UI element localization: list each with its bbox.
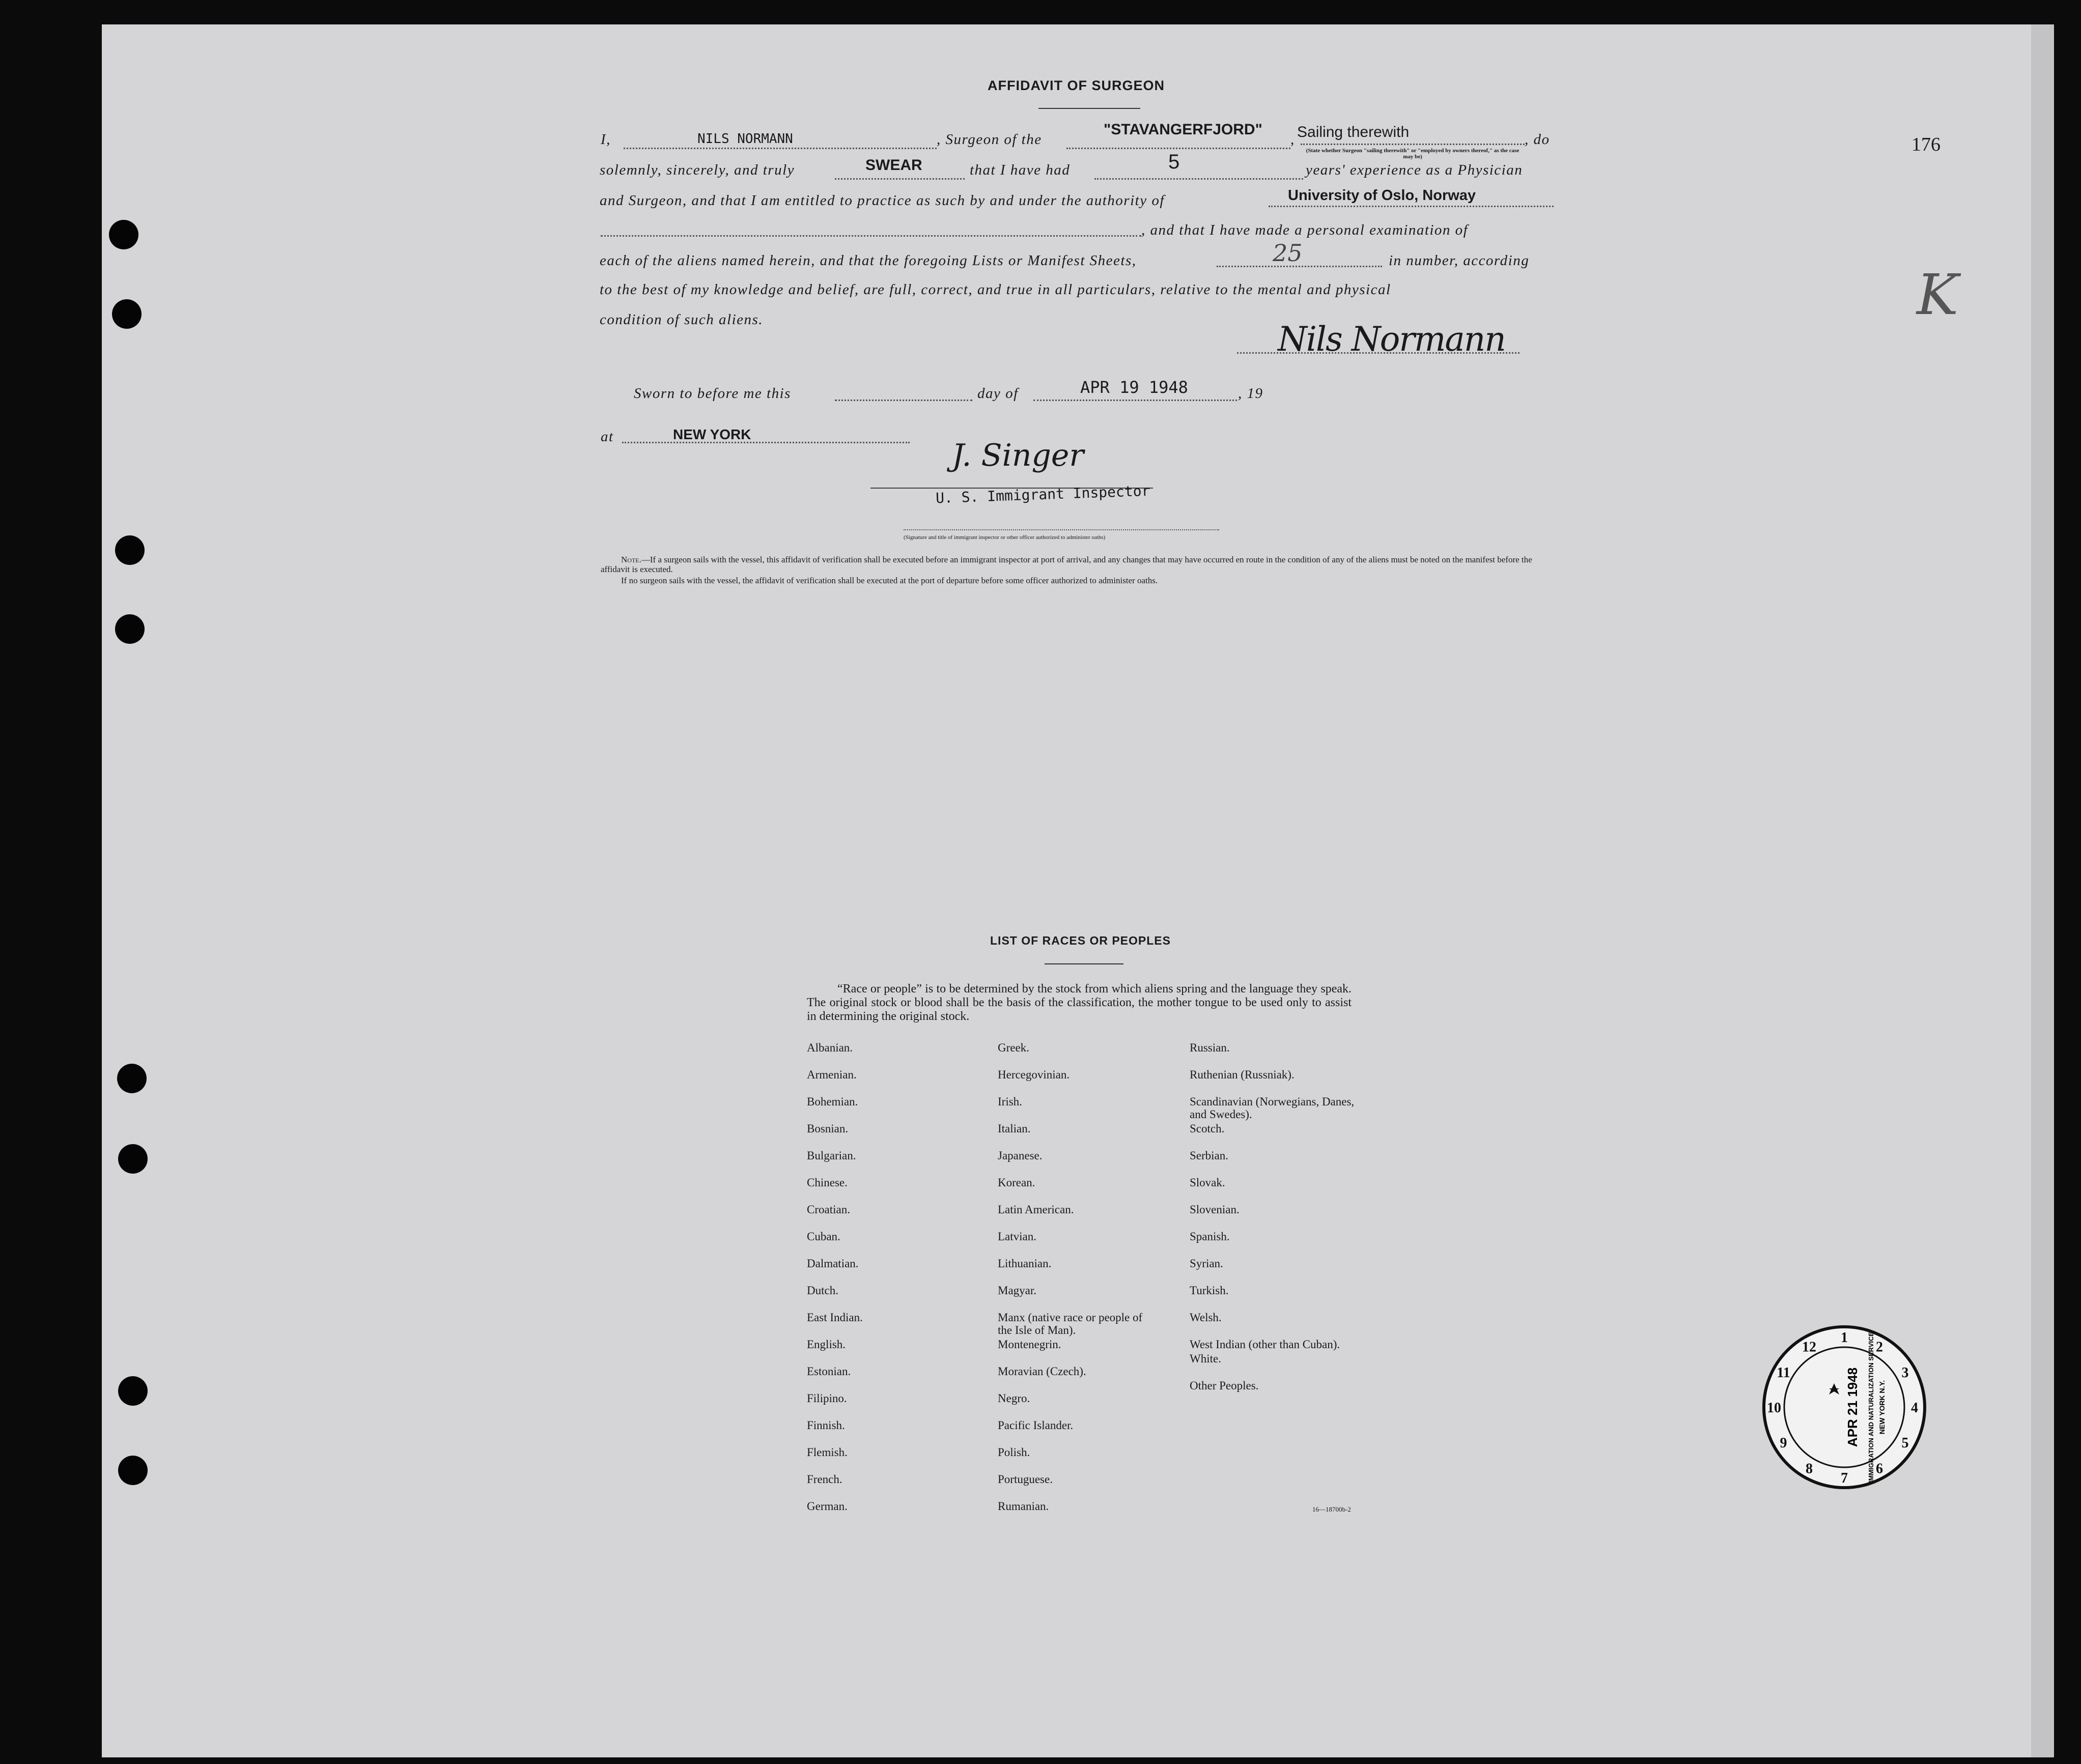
race-item: English. [807, 1338, 846, 1351]
punch-hole [118, 1144, 148, 1174]
stamp-ring-number: 1 [1841, 1330, 1848, 1346]
stamp-ring-number: 5 [1901, 1435, 1909, 1451]
note-label: Note. [621, 555, 641, 564]
sheet-count: 25 [1273, 239, 1303, 267]
inspector-signature: J. Singer [952, 438, 1084, 473]
immigration-stamp [1760, 1323, 1928, 1491]
race-item: Cuban. [807, 1230, 840, 1243]
race-item: East Indian. [807, 1311, 863, 1324]
punch-hole [117, 1064, 147, 1093]
race-item: Chinese. [807, 1176, 848, 1189]
field-line [835, 178, 965, 180]
race-item: Turkish. [1190, 1284, 1229, 1297]
text: Sworn to before me this [634, 385, 791, 402]
race-item: Slovak. [1190, 1176, 1225, 1189]
punch-hole [115, 535, 145, 565]
race-item: Korean. [998, 1176, 1035, 1189]
form-number: 16—18700b-2 [1312, 1505, 1351, 1513]
race-item: Magyar. [998, 1284, 1037, 1297]
race-item: Moravian (Czech). [998, 1365, 1086, 1378]
place-sworn: NEW YORK [673, 426, 751, 442]
punch-hole [115, 614, 145, 644]
punch-hole [109, 220, 138, 249]
race-item: Welsh. [1190, 1311, 1222, 1324]
race-item: Scotch. [1190, 1122, 1225, 1135]
races-intro: “Race or people” is to be determined by the stock from which aliens spring and the language they speak. The original stock or blood shall be the basis of the classification, the mother tongue to be used only to assist in determining the original stock. [807, 982, 1352, 1023]
race-item: Hercegovinian. [998, 1068, 1070, 1081]
race-item: Montenegrin. [998, 1338, 1061, 1351]
stamp-agency: IMMIGRATION AND NATURALIZATION SERVICE [1867, 1331, 1875, 1483]
text: each of the aliens named herein, and that the foregoing Lists or Manifest Sheets, [600, 252, 1137, 269]
field-line [1301, 144, 1525, 145]
stamp-ring-number: 3 [1901, 1365, 1909, 1381]
race-item: French. [807, 1473, 842, 1486]
stamp-ring-number: 4 [1911, 1400, 1918, 1416]
text: that I have had [970, 162, 1071, 178]
stamp-place: NEW YORK N.Y. [1878, 1380, 1886, 1435]
race-item: White. [1190, 1352, 1221, 1365]
race-item: Estonian. [807, 1365, 851, 1378]
race-item: Bohemian. [807, 1095, 858, 1108]
stamp-ring-number: 11 [1777, 1365, 1790, 1381]
page-number: 176 [1911, 134, 1941, 155]
years-experience: 5 [1168, 151, 1180, 173]
race-item: Finnish. [807, 1419, 845, 1432]
text: and Surgeon, and that I am entitled to practice as such by and under the authority of [600, 192, 1165, 209]
races-column-3 [1190, 1041, 1373, 1406]
field-line [1269, 206, 1554, 207]
text: condition of such aliens. [600, 311, 764, 328]
race-item: Flemish. [807, 1446, 848, 1459]
race-item: Dutch. [807, 1284, 838, 1297]
field-line [624, 148, 937, 149]
race-item: Portuguese. [998, 1473, 1053, 1486]
stamp-ring-number: 7 [1841, 1470, 1848, 1486]
punch-hole [118, 1456, 148, 1485]
race-item: Manx (native race or people of the Isle of Man). [998, 1311, 1143, 1336]
race-item: Croatian. [807, 1203, 850, 1216]
field-line [1094, 178, 1303, 180]
race-item: Lithuanian. [998, 1257, 1052, 1270]
race-item: German. [807, 1500, 848, 1513]
text: , 19 [1238, 385, 1263, 402]
field-line [1066, 148, 1290, 149]
vessel-name: "STAVANGERFJORD" [1104, 121, 1262, 138]
text: , do [1525, 131, 1550, 148]
text: , [1290, 131, 1295, 148]
stamp-ring-number: 12 [1802, 1339, 1816, 1355]
field-line [835, 400, 972, 401]
inspector-caption: (Signature and title of immigrant inspector or other officer authorized to administer oaths) [904, 534, 1106, 540]
race-item: Serbian. [1190, 1149, 1229, 1162]
text: in number, according [1389, 252, 1530, 269]
race-item: Bulgarian. [807, 1149, 856, 1162]
race-item: Rumanian. [998, 1500, 1049, 1513]
races-title: LIST OF RACES OR PEOPLES [990, 934, 1171, 947]
race-item: West Indian (other than Cuban). [1190, 1338, 1340, 1351]
races-column-2 [998, 1041, 1150, 1527]
stamp-ring-number: 8 [1806, 1461, 1813, 1477]
race-item: Latin American. [998, 1203, 1074, 1216]
note-text: —If a surgeon sails with the vessel, this affidavit of verification shall be executed before an immigrant inspector at port of arrival, and any changes that may have occurred en route in the condition of any of the aliens must be noted on the manifest before the affidavit is executed. [601, 555, 1532, 574]
race-item: Negro. [998, 1392, 1030, 1405]
field-line [1033, 400, 1237, 401]
note-text-2: If no surgeon sails with the vessel, the affidavit of verification shall be executed at the port of departure before some officer authorized to administer oaths. [621, 576, 1158, 585]
stamp-ring-number: 9 [1780, 1435, 1787, 1451]
race-item: Russian. [1190, 1041, 1230, 1054]
inspector-title: U. S. Immigrant Inspector [935, 482, 1150, 507]
signature-line [1237, 352, 1520, 354]
race-item: Slovenian. [1190, 1203, 1240, 1216]
sworn-date: APR 19 1948 [1080, 378, 1188, 397]
text: to the best of my knowledge and belief, are full, correct, and true in all particulars, relative to the mental and physical [600, 281, 1391, 298]
surgeon-name: NILS NORMANN [697, 131, 793, 147]
stamp-ring-number: 6 [1876, 1461, 1883, 1477]
race-item: Bosnian. [807, 1122, 849, 1135]
race-item: Scandinavian (Norwegians, Danes, and Swedes). [1190, 1095, 1355, 1121]
field-line [622, 442, 910, 443]
field-line [904, 529, 1219, 530]
text: , and that I have made a personal examination of [1141, 222, 1469, 238]
affidavit-title: AFFIDAVIT OF SURGEON [988, 78, 1165, 93]
text: at [601, 429, 614, 445]
surgeon-status: Sailing therewith [1297, 124, 1410, 140]
race-item: Other Peoples. [1190, 1379, 1259, 1392]
race-item: Syrian. [1190, 1257, 1223, 1270]
race-item: Dalmatian. [807, 1257, 859, 1270]
race-item: Albanian. [807, 1041, 853, 1054]
surgeon-signature: Nils Normann [1278, 320, 1505, 359]
note-paragraph [601, 555, 1555, 574]
race-item: Ruthenian (Russniak). [1190, 1068, 1295, 1081]
status-instruction: (State whether Surgeon "sailing therewith" or "employed by owners thereof," as the case may be) [1306, 148, 1520, 160]
oath-word: SWEAR [865, 157, 922, 174]
punch-hole [118, 1376, 148, 1406]
race-item: Pacific Islander. [998, 1419, 1074, 1432]
race-item: Spanish. [1190, 1230, 1230, 1243]
page-edge [2031, 24, 2054, 1757]
race-item: Irish. [998, 1095, 1022, 1108]
stamp-ring-number: 2 [1876, 1339, 1883, 1355]
title-rule [1038, 108, 1140, 109]
stamp-ring-number: 10 [1767, 1400, 1781, 1416]
title-rule [1045, 963, 1123, 964]
punch-hole [112, 299, 142, 329]
text: day of [977, 385, 1019, 402]
text: years' experience as a Physician [1306, 162, 1523, 178]
margin-mark: K [1917, 262, 1959, 327]
race-item: Armenian. [807, 1068, 857, 1081]
race-item: Greek. [998, 1041, 1029, 1054]
text: solemnly, sincerely, and truly [600, 162, 795, 178]
text: , Surgeon of the [937, 131, 1042, 148]
race-item: Latvian. [998, 1230, 1036, 1243]
race-item: Filipino. [807, 1392, 847, 1405]
stamp-date: APR 21 1948 [1845, 1367, 1860, 1447]
race-item: Italian. [998, 1122, 1031, 1135]
race-item: Polish. [998, 1446, 1030, 1459]
race-item: Japanese. [998, 1149, 1043, 1162]
races-column-1 [807, 1041, 980, 1527]
field-line [601, 235, 1141, 237]
licensing-authority: University of Oslo, Norway [1288, 187, 1476, 204]
text: I, [601, 131, 611, 148]
